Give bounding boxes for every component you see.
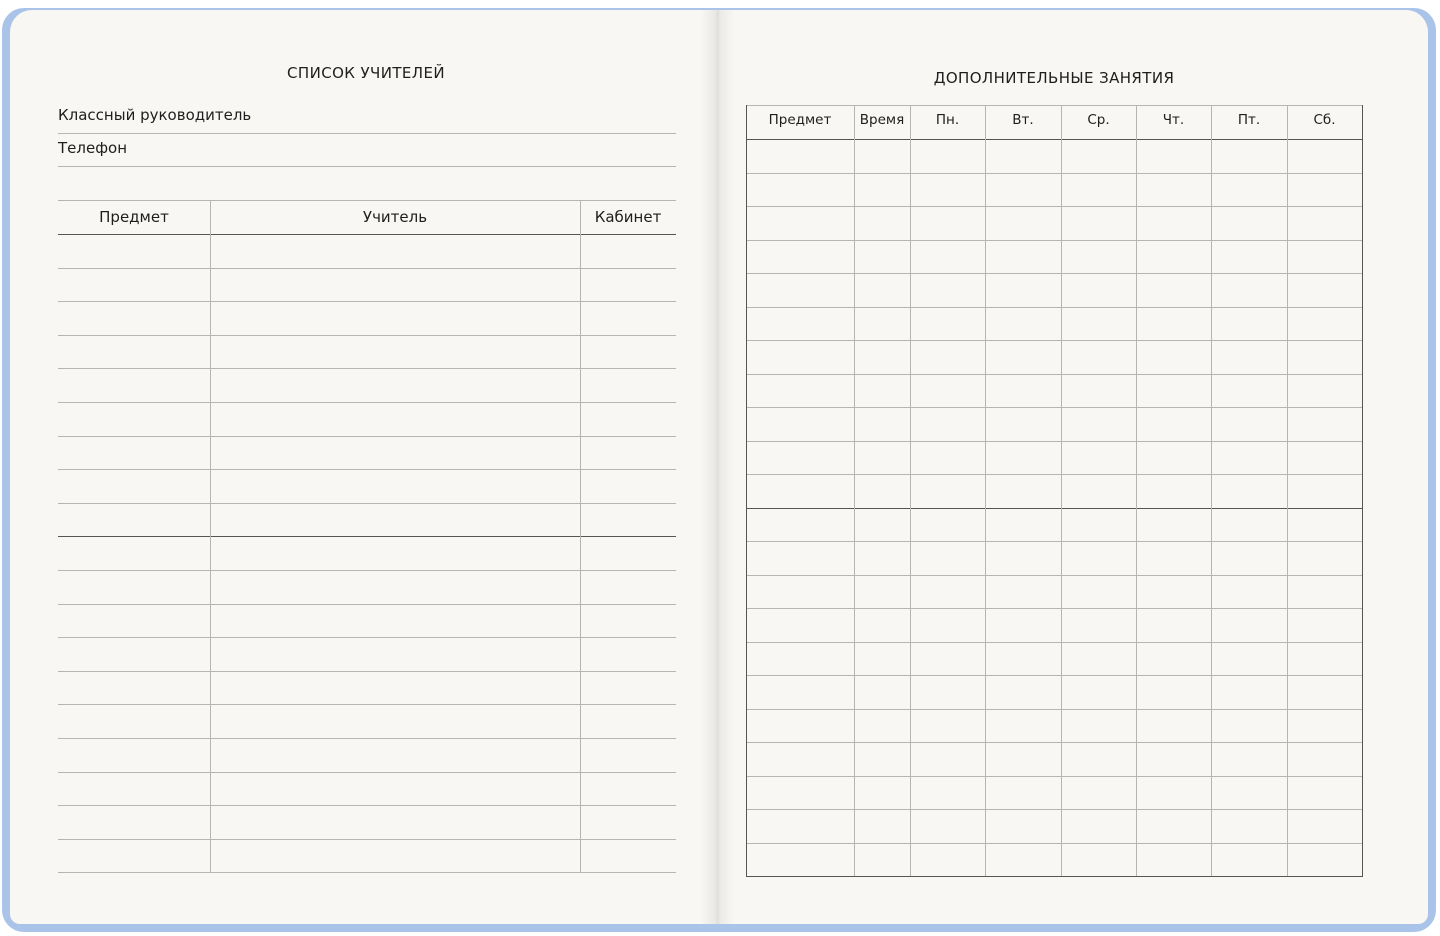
teachers-row-line (58, 738, 676, 739)
extra-header-6: Пт. (1237, 112, 1261, 128)
extra-row-line (746, 608, 1363, 609)
extra-col-divider (985, 105, 986, 876)
teachers-row-line (58, 805, 676, 806)
extra-row-line (746, 642, 1363, 643)
extra-row-line (746, 240, 1363, 241)
extra-col-divider (1136, 105, 1137, 876)
extra-row-line (746, 374, 1363, 375)
right-page (718, 10, 1428, 924)
extra-row-line (746, 575, 1363, 576)
teachers-row-line (58, 536, 676, 537)
extra-header-4: Ср. (1087, 112, 1110, 128)
extra-row-line (746, 340, 1363, 341)
teachers-row-line (58, 872, 676, 873)
teachers-row-line (58, 637, 676, 638)
teachers-header-1: Учитель (362, 208, 428, 226)
teachers-row-line (58, 268, 676, 269)
extra-header-1: Время (859, 112, 905, 128)
teachers-row-line (58, 772, 676, 773)
extra-col-divider (910, 105, 911, 876)
extra-col-divider (1061, 105, 1062, 876)
teachers-list-title: СПИСОК УЧИТЕЛЕЙ (287, 64, 445, 82)
extra-header-2: Пн. (935, 112, 960, 128)
extra-header-5: Чт. (1162, 112, 1185, 128)
field-line (58, 166, 676, 167)
teachers-row-line (58, 570, 676, 571)
extra-header-0: Предмет (768, 112, 832, 128)
teachers-col-divider (580, 200, 581, 872)
teachers-row-line (58, 402, 676, 403)
extra-row-line (746, 206, 1363, 207)
extra-header-3: Вт. (1012, 112, 1034, 128)
teachers-header-rule (58, 234, 676, 235)
extra-row-line (746, 876, 1363, 877)
extra-row-line (746, 173, 1363, 174)
teachers-row-line (58, 368, 676, 369)
teachers-row-line (58, 335, 676, 336)
teachers-col-divider (210, 200, 211, 872)
teachers-header-0: Предмет (99, 208, 169, 226)
extra-row-line (746, 776, 1363, 777)
extra-row-line (746, 541, 1363, 542)
extra-row-line (746, 273, 1363, 274)
teachers-row-line (58, 671, 676, 672)
phone-label: Телефон (58, 139, 128, 157)
extra-col-divider (1362, 105, 1363, 876)
extra-row-line (746, 809, 1363, 810)
extra-row-line (746, 407, 1363, 408)
extra-col-divider (854, 105, 855, 876)
extra-row-line (746, 508, 1363, 509)
teachers-row-line (58, 503, 676, 504)
table-top-line (58, 200, 676, 201)
extra-row-line (746, 675, 1363, 676)
extra-top-line (746, 105, 1363, 106)
teachers-row-line (58, 704, 676, 705)
teachers-row-line (58, 839, 676, 840)
teachers-row-line (58, 469, 676, 470)
field-line (58, 133, 676, 134)
teachers-row-line (58, 301, 676, 302)
teachers-header-2: Кабинет (594, 208, 662, 226)
extra-col-divider (1287, 105, 1288, 876)
extra-col-divider (1211, 105, 1212, 876)
extra-row-line (746, 709, 1363, 710)
extra-col-divider (746, 105, 747, 876)
extra-row-line (746, 307, 1363, 308)
extra-row-line (746, 742, 1363, 743)
extra-row-line (746, 474, 1363, 475)
class-teacher-label: Классный руководитель (58, 106, 252, 124)
extra-classes-title: ДОПОЛНИТЕЛЬНЫЕ ЗАНЯТИЯ (933, 69, 1175, 87)
extra-header-rule (746, 139, 1363, 140)
extra-row-line (746, 843, 1363, 844)
teachers-row-line (58, 604, 676, 605)
teachers-row-line (58, 436, 676, 437)
extra-header-7: Сб. (1313, 112, 1336, 128)
extra-row-line (746, 441, 1363, 442)
